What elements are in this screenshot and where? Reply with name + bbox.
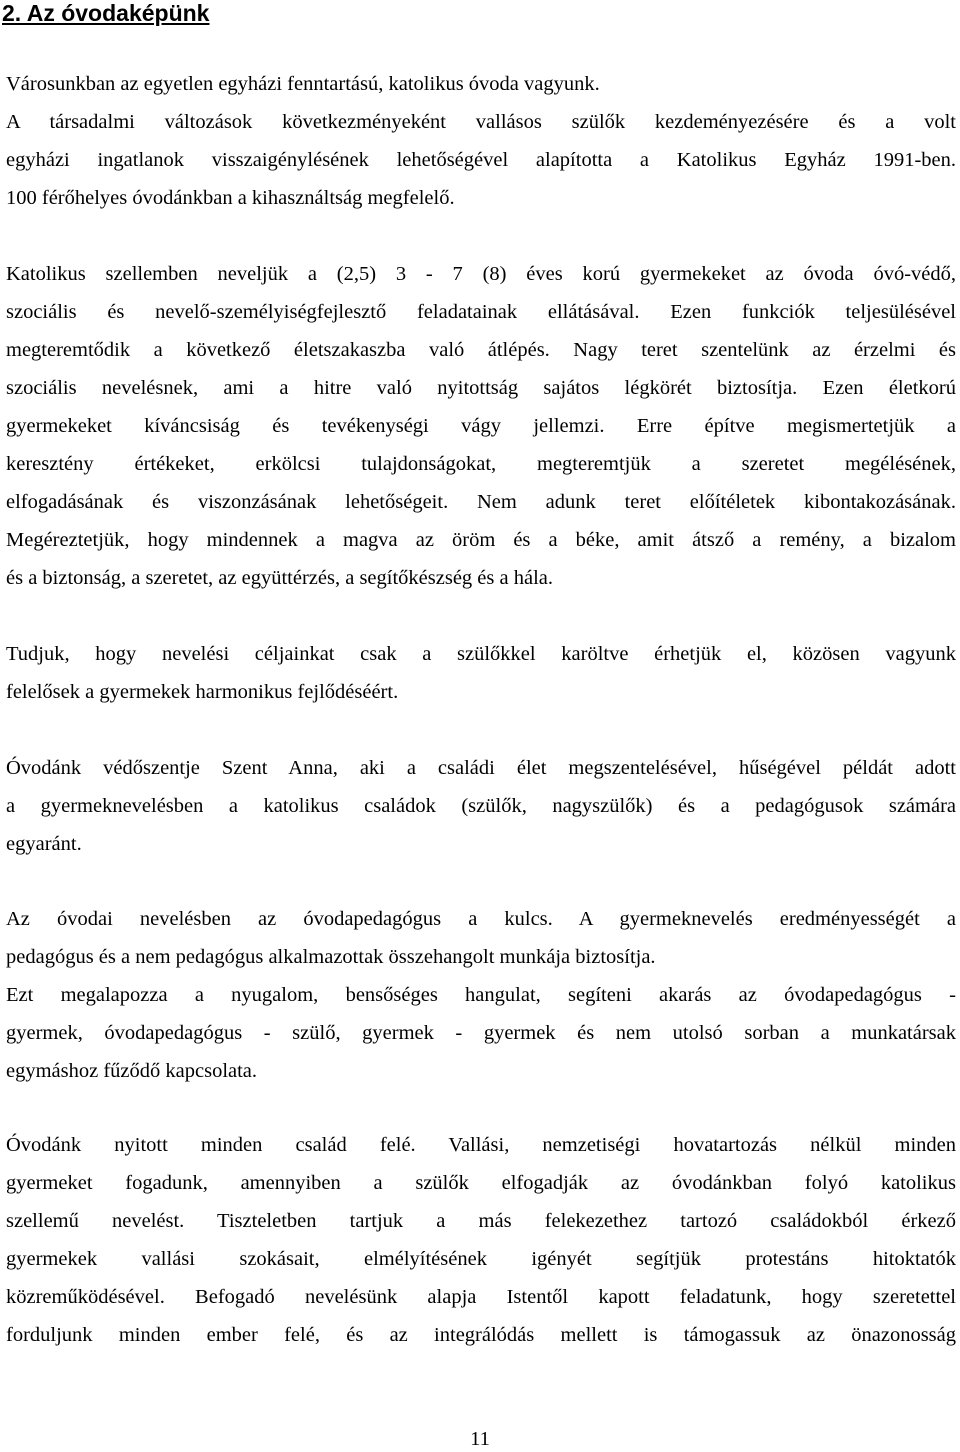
paragraph-line: Óvodánk nyitott minden család felé. Vallási, nemzetiségi hovatartozás nélkül minden (6, 1134, 956, 1156)
paragraph-line: megteremtődik a következő életszakaszba való átlépés. Nagy teret szentelünk az érzelmi és (6, 339, 956, 361)
paragraph-catholic-spirit (6, 255, 956, 597)
paragraph-line: közreműködésével. Befogadó nevelésünk alapja Istentől kapott feladatunk, hogy szeretettel (6, 1286, 956, 1308)
paragraph-parents (6, 635, 956, 711)
paragraph-line: egyaránt. (6, 833, 82, 855)
paragraph-line: és a biztonság, a szeretet, az együttérzés, a segítőkészség és a hála. (6, 567, 553, 589)
paragraph-line: Városunkban az egyetlen egyházi fenntartású, katolikus óvoda vagyunk. (6, 73, 600, 95)
section-heading: 2. Az óvodaképünk (2, 0, 210, 26)
page-number: 11 (470, 1428, 490, 1450)
paragraph-line: szociális és nevelő-személyiségfejlesztő feladatainak ellátásával. Ezen funkciók teljesülésével (6, 301, 956, 323)
paragraph-line: elfogadásának és viszonzásának lehetőségeit. Nem adunk teret előítéletek kibontakozásának. (6, 491, 956, 513)
paragraph-line: gyermek, óvodapedagógus - szülő, gyermek - gyermek és nem utolsó sorban a munkatársak (6, 1022, 956, 1044)
paragraph-line: gyermekek vallási szokásait, elmélyítésének igényét segítjük protestáns hitoktatók (6, 1248, 956, 1270)
paragraph-line: gyermekeket kíváncsiság és tevékenységi vágy jellemzi. Erre építve megismertetjük a (6, 415, 956, 437)
paragraph-line: gyermeket fogadunk, amennyiben a szülők elfogadják az óvodánkban folyó katolikus (6, 1172, 956, 1194)
paragraph-line: felelősek a gyermekek harmonikus fejlődéséért. (6, 681, 399, 703)
paragraph-line: keresztény értékeket, erkölcsi tulajdonságokat, megteremtjük a szeretet megélésének, (6, 453, 956, 475)
paragraph-line: Az óvodai nevelésben az óvodapedagógus a kulcs. A gyermeknevelés eredményességét a (6, 908, 956, 930)
paragraph-line: szellemű nevelést. Tiszteletben tartjuk a más felekezethez tartozó családokból érkező (6, 1210, 956, 1232)
paragraph-line: Katolikus szellemben neveljük a (2,5) 3 - 7 (8) éves korú gyermekeket az óvoda óvó-védő, (6, 263, 956, 285)
paragraph-line: forduljunk minden ember felé, és az integrálódás mellett is támogassuk az önazonosság (6, 1324, 956, 1346)
paragraph-pedagogue (6, 900, 956, 1090)
paragraph-line: a gyermeknevelésben a katolikus családok (szülők, nagyszülők) és a pedagógusok számára (6, 795, 956, 817)
paragraph-line: egymáshoz fűződő kapcsolata. (6, 1060, 258, 1082)
paragraph-line: A társadalmi változások következményeként vallásos szülők kezdeményezésére és a volt (6, 111, 956, 133)
paragraph-line: egyházi ingatlanok visszaigénylésének lehetőségével alapította a Katolikus Egyház 1991-ben. (6, 149, 956, 171)
paragraph-line: 100 férőhelyes óvodánkban a kihasználtság megfelelő. (6, 187, 455, 209)
paragraph-openness (6, 1126, 956, 1354)
paragraph-line: Ezt megalapozza a nyugalom, bensőséges hangulat, segíteni akarás az óvodapedagógus - (6, 984, 956, 1006)
paragraph-line: pedagógus és a nem pedagógus alkalmazottak összehangolt munkája biztosítja. (6, 946, 656, 968)
paragraph-line: Óvodánk védőszentje Szent Anna, aki a családi élet megszentelésével, hűségével példát adott (6, 757, 956, 779)
paragraph-intro (6, 65, 956, 217)
paragraph-line: szociális nevelésnek, ami a hitre való nyitottság sajátos légkörét biztosítja. Ezen életkorú (6, 377, 956, 399)
paragraph-line: Megéreztetjük, hogy mindennek a magva az öröm és a béke, amit átsző a remény, a bizalom (6, 529, 956, 551)
paragraph-patron-saint (6, 749, 956, 863)
paragraph-line: Tudjuk, hogy nevelési céljainkat csak a szülőkkel karöltve érhetjük el, közösen vagyunk (6, 643, 956, 665)
